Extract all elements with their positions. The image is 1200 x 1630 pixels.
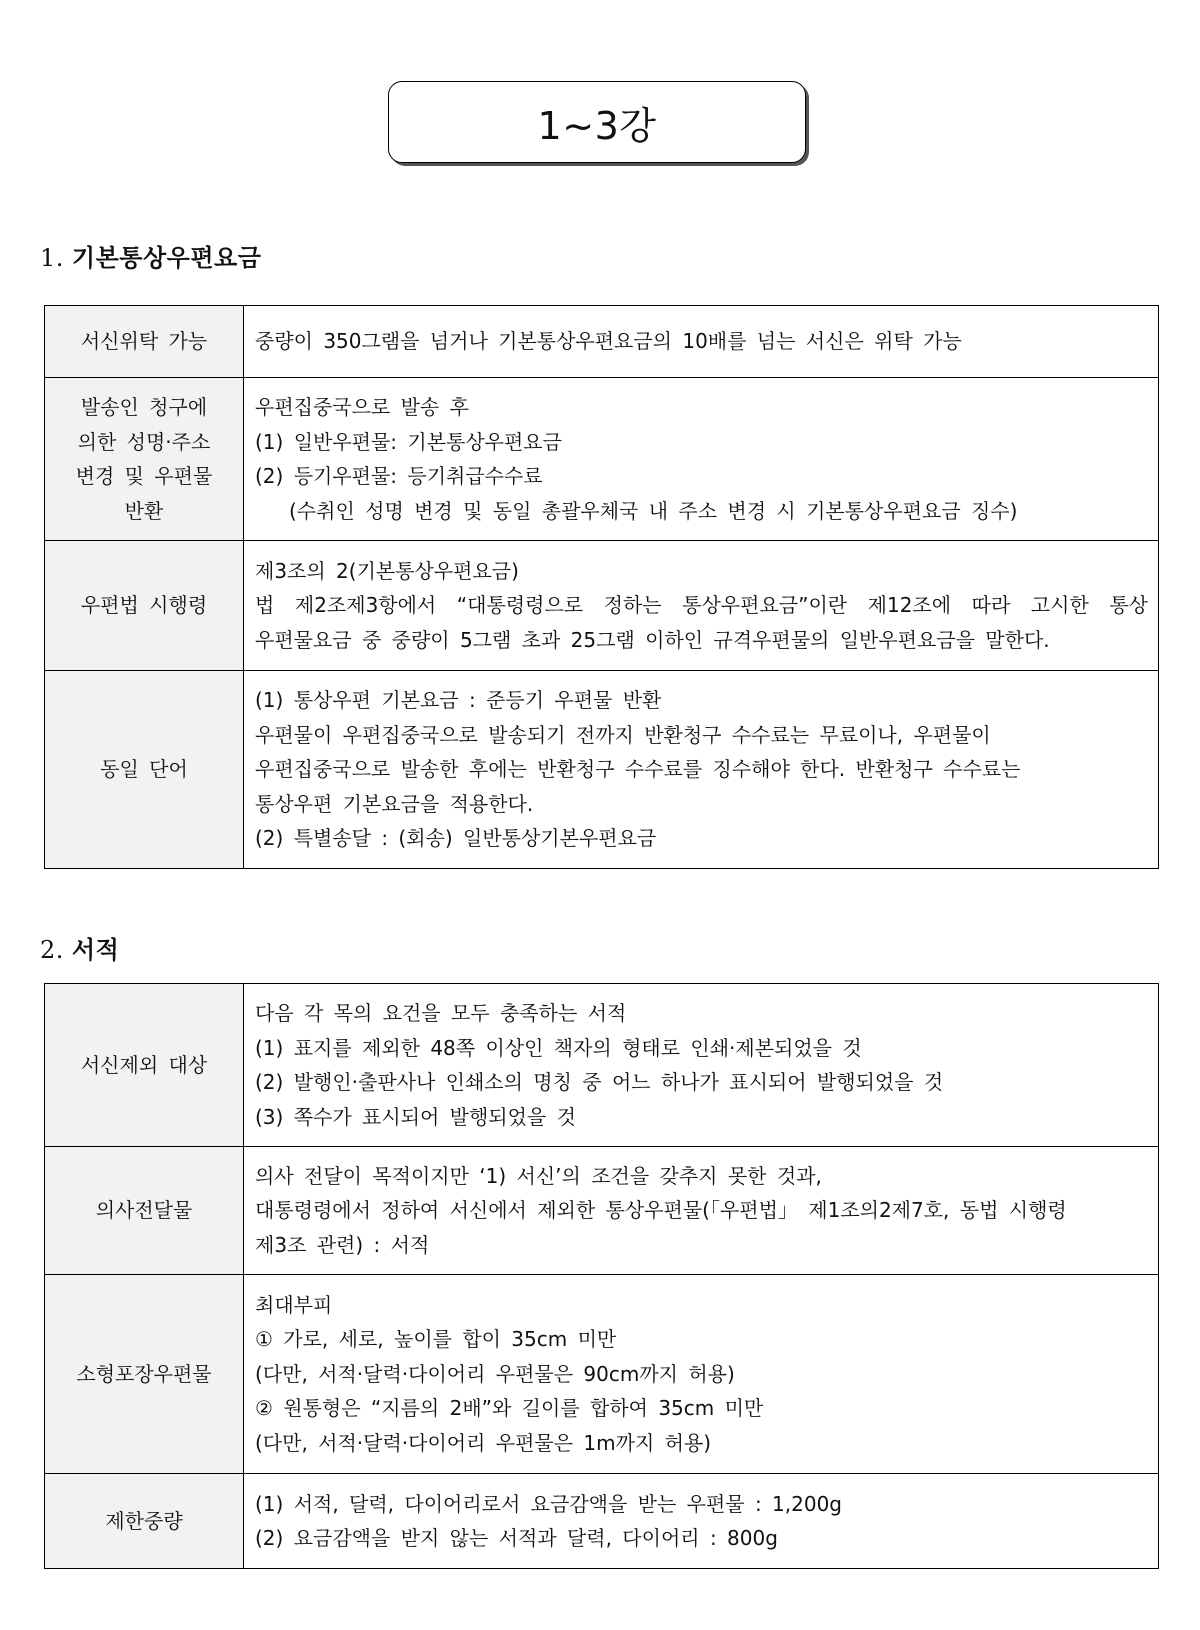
row-content bbox=[244, 671, 1159, 869]
table-row bbox=[45, 671, 1159, 869]
content-line: (1) 통상우편 기본요금 : 준등기 우편물 반환 bbox=[255, 688, 662, 713]
content-line: (2) 특별송달 : (회송) 일반통상기본우편요금 bbox=[255, 826, 657, 851]
section-number: 1. bbox=[40, 244, 64, 272]
table-row bbox=[45, 1147, 1159, 1275]
table-row bbox=[45, 378, 1159, 541]
row-label bbox=[45, 1147, 244, 1275]
content-line: 제3조의 2(기본통상우편요금) bbox=[255, 558, 519, 583]
content-line: (2) 등기우편물: 등기취급수수료 bbox=[255, 464, 543, 488]
content-line: (다만, 서적·달력·다이어리 우편물은 1m까지 허용) bbox=[255, 1430, 712, 1455]
table-row bbox=[45, 541, 1159, 671]
content-line: (1) 일반우편물: 기본통상우편요금 bbox=[255, 429, 562, 454]
row-content bbox=[244, 1275, 1159, 1474]
content-line: 제3조 관련) : 서적 bbox=[255, 1232, 430, 1257]
row-label bbox=[45, 1474, 244, 1569]
content-line: ② 원통형은 “지름의 2배”와 길이를 합하여 35cm 미만 bbox=[255, 1396, 764, 1421]
label-line: 제한중량 bbox=[105, 1508, 183, 1533]
section-heading-basic-postage bbox=[40, 238, 261, 273]
content-line: 다음 각 목의 요건을 모두 충족하는 서적 bbox=[255, 1001, 627, 1025]
label-line: 서신위탁 가능 bbox=[80, 329, 208, 354]
row-label bbox=[45, 984, 244, 1147]
row-content bbox=[244, 541, 1159, 671]
content-line: 우편집중국으로 발송한 후에는 반환청구 수수료를 징수해야 한다. 반환청구 수수료는 bbox=[255, 757, 1021, 782]
basic-postage-table bbox=[44, 305, 1159, 869]
row-label bbox=[45, 541, 244, 671]
books-table bbox=[44, 983, 1159, 1569]
row-content bbox=[244, 306, 1159, 378]
content-line: 우편물이 우편집중국으로 발송되기 전까지 반환청구 수수료는 무료이나, 우편물이 bbox=[255, 722, 991, 747]
row-content bbox=[244, 1147, 1159, 1275]
table-row bbox=[45, 306, 1159, 378]
label-line: 동일 단어 bbox=[100, 757, 188, 782]
section-heading-books bbox=[40, 930, 119, 965]
row-content bbox=[244, 378, 1159, 541]
label-line: 의한 성명·주소 bbox=[77, 429, 211, 454]
row-label bbox=[45, 306, 244, 378]
table-row bbox=[45, 984, 1159, 1147]
label-line: 우편법 시행령 bbox=[80, 593, 208, 618]
section-title: 서적 bbox=[71, 935, 120, 964]
content-line: 대통령령에서 정하여 서신에서 제외한 통상우편물(「우편법」 제1조의2제7호, 동법 시행령 bbox=[255, 1198, 1067, 1223]
content-line: (2) 발행인·출판사나 인쇄소의 명칭 중 어느 하나가 표시되어 발행되었을 것 bbox=[255, 1070, 944, 1094]
content-line: (3) 쪽수가 표시되어 발행되었을 것 bbox=[255, 1104, 576, 1129]
content-line: (다만, 서적·달력·다이어리 우편물은 90cm까지 허용) bbox=[255, 1361, 735, 1386]
row-content bbox=[244, 1474, 1159, 1569]
content-line: 중량이 350그램을 넘거나 기본통상우편요금의 10배를 넘는 서신은 위탁 가능 bbox=[255, 329, 962, 354]
content-line: 통상우편 기본요금을 적용한다. bbox=[255, 791, 534, 816]
label-line: 발송인 청구에 bbox=[80, 395, 208, 419]
content-line: 최대부피 bbox=[255, 1292, 333, 1317]
document-title-box bbox=[388, 81, 806, 163]
section-title: 기본통상우편요금 bbox=[71, 243, 262, 272]
row-label bbox=[45, 671, 244, 869]
content-line: (수취인 성명 변경 및 동일 총괄우체국 내 주소 변경 시 기본통상우편요금 징수) bbox=[289, 498, 1018, 523]
label-line: 반환 bbox=[124, 498, 164, 523]
content-line: 우편집중국으로 발송 후 bbox=[255, 395, 469, 419]
label-line: 소형포장우편물 bbox=[76, 1361, 212, 1386]
content-line: (1) 표지를 제외한 48쪽 이상인 책자의 형태로 인쇄·제본되었을 것 bbox=[255, 1035, 862, 1060]
content-line: (1) 서적, 달력, 다이어리로서 요금감액을 받는 우편물 : 1,200g bbox=[255, 1491, 842, 1516]
content-line: (2) 요금감액을 받지 않는 서적과 달력, 다이어리 : 800g bbox=[255, 1526, 778, 1550]
label-line: 변경 및 우편물 bbox=[75, 464, 213, 488]
content-line: 법 제2조제3항에서 “대통령령으로 정하는 통상우편요금”이란 제12조에 따라 고시한 통상 bbox=[255, 593, 1148, 618]
label-line: 서신제외 대상 bbox=[80, 1052, 208, 1077]
row-label bbox=[45, 1275, 244, 1474]
content-line: 우편물요금 중 중량이 5그램 초과 25그램 이하인 규격우편물의 일반우편요금을 말한다. bbox=[255, 627, 1050, 652]
label-line: 의사전달물 bbox=[95, 1198, 193, 1223]
content-line: 의사 전달이 목적이지만 ‘1) 서신’의 조건을 갖추지 못한 것과, bbox=[255, 1163, 822, 1188]
row-content bbox=[244, 984, 1159, 1147]
table-row bbox=[45, 1275, 1159, 1474]
document-title: 1~3강 bbox=[537, 103, 657, 148]
content-line: ① 가로, 세로, 높이를 합이 35cm 미만 bbox=[255, 1327, 617, 1352]
table-row bbox=[45, 1474, 1159, 1569]
section-number: 2. bbox=[40, 936, 64, 964]
row-label bbox=[45, 378, 244, 541]
